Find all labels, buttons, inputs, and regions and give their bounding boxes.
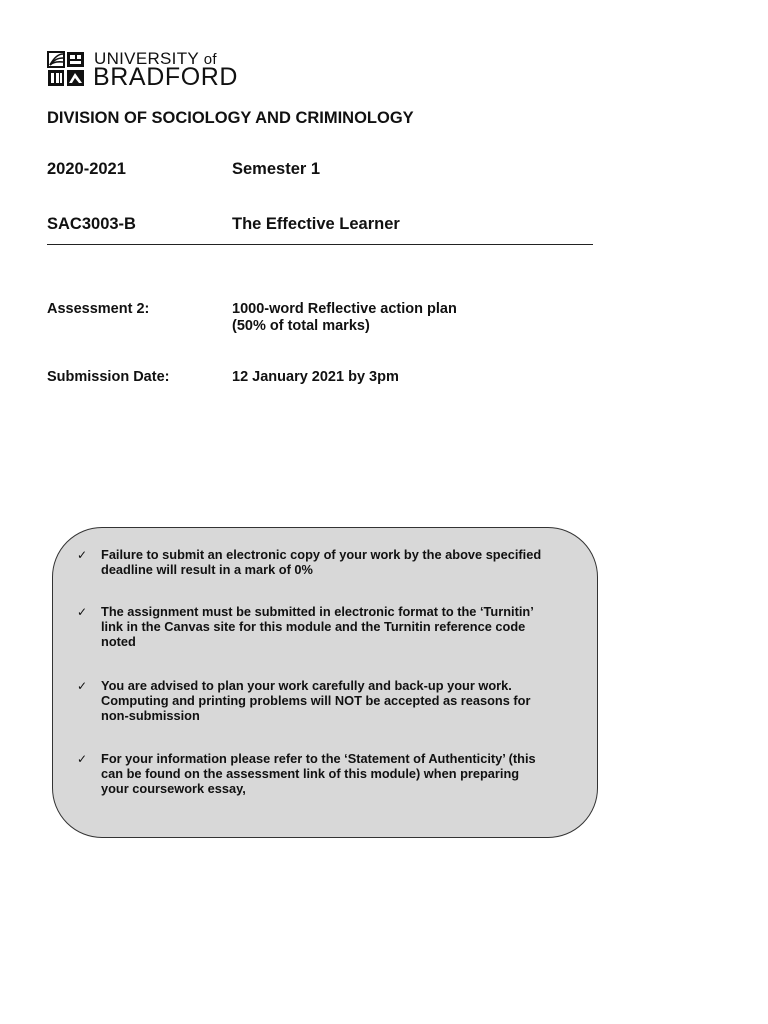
checkmark-icon: ✓: [77, 548, 88, 562]
assessment-label: Assessment 2:: [47, 301, 150, 317]
assessment-value-line1: 1000-word Reflective action plan: [232, 301, 457, 317]
notice-item: [77, 547, 576, 578]
submission-date-label: Submission Date:: [47, 369, 170, 385]
notice-item: [77, 604, 576, 649]
header-divider: [47, 244, 593, 245]
notice-item: [77, 751, 576, 796]
notice-item: [77, 678, 576, 723]
university-logo: [46, 49, 246, 91]
notice-line: The assignment must be submitted in electronic format to the ‘Turnitin’: [101, 604, 534, 619]
notice-line: deadline will result in a mark of 0%: [101, 561, 313, 577]
notice-line: Computing and printing problems will NOT be accepted as reasons for: [101, 692, 531, 708]
logo-bradford-text: BRADFORD: [93, 63, 239, 91]
checkmark-icon: ✓: [77, 605, 88, 619]
notice-line: your coursework essay,: [101, 780, 246, 796]
notice-line: link in the Canvas site for this module and the Turnitin reference code: [101, 618, 526, 634]
logo-university-text: UNIVERSITY of: [94, 49, 217, 68]
module-title: The Effective Learner: [232, 215, 400, 233]
assessment-value: [232, 301, 457, 335]
semester-label: Semester 1: [232, 160, 321, 178]
checkmark-icon: ✓: [77, 752, 88, 766]
notice-line: can be found on the assessment link of this module) when preparing: [101, 765, 520, 781]
academic-year: 2020-2021: [47, 160, 126, 178]
notice-line: You are advised to plan your work carefully and back-up your work.: [101, 678, 512, 693]
submission-date-value: 12 January 2021 by 3pm: [232, 369, 399, 385]
important-notices-box: [52, 527, 598, 838]
notice-line: non-submission: [101, 707, 200, 723]
checkmark-icon: ✓: [77, 679, 88, 693]
notice-line: For your information please refer to the ‘Statement of Authenticity’ (this: [101, 751, 536, 766]
module-code: SAC3003-B: [47, 215, 136, 233]
division-title: DIVISION OF SOCIOLOGY AND CRIMINOLOGY: [47, 109, 414, 127]
notice-line: noted: [101, 633, 136, 649]
assessment-value-line2: (50% of total marks): [232, 318, 370, 334]
notice-line: Failure to submit an electronic copy of your work by the above specified: [101, 547, 542, 562]
university-shield-icon: [46, 50, 86, 88]
